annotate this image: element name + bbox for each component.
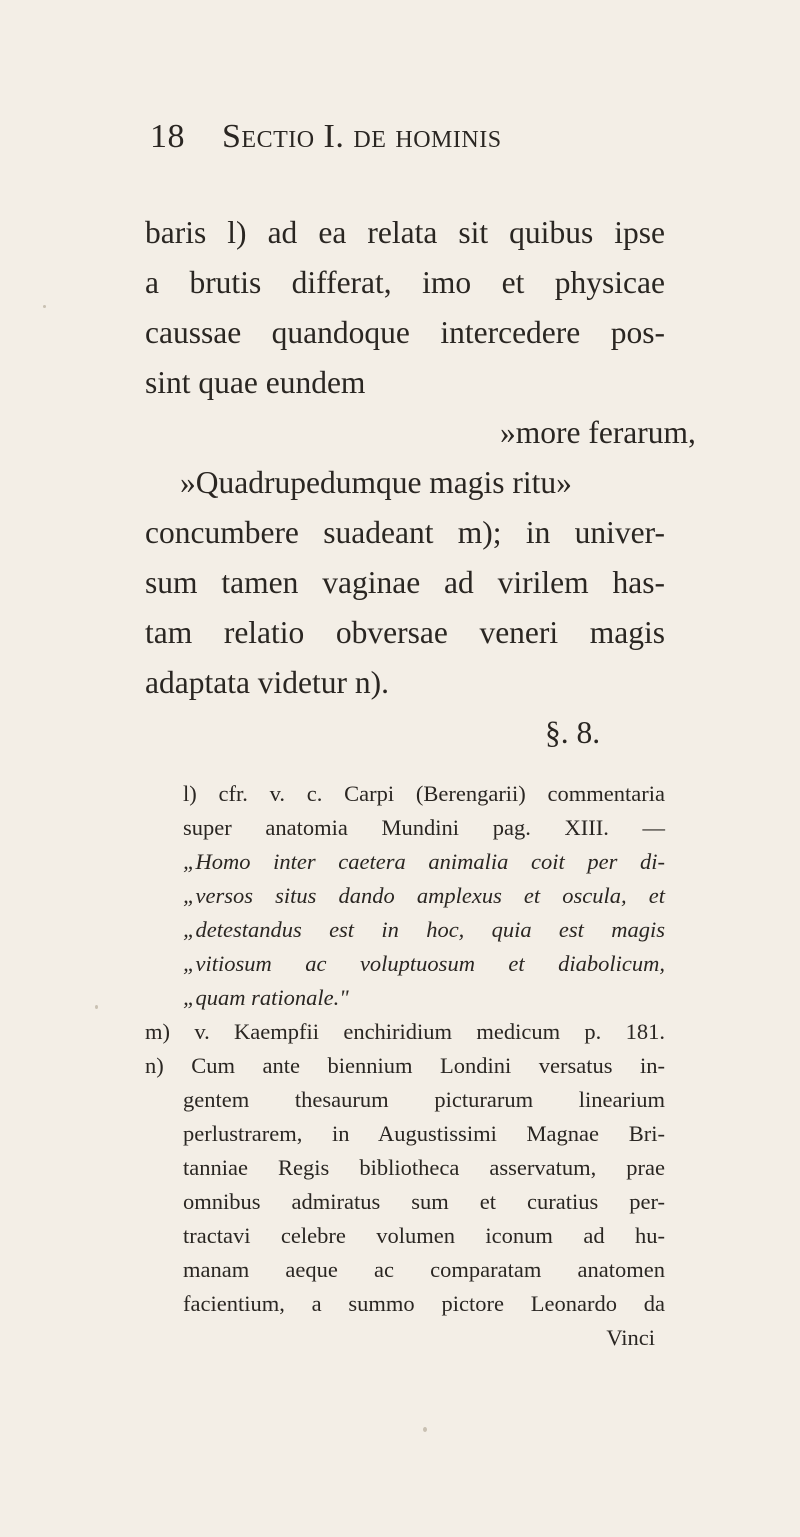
footnote-quote: „detestandus est in hoc, quia est magis — [183, 917, 665, 942]
paper-speck — [423, 1427, 427, 1432]
page-number: 18 — [150, 118, 185, 155]
footnote-line: perlustrarem, in Augustissimi Magnae Bri- — [183, 1121, 665, 1146]
text-line: sint quae eundem — [145, 365, 366, 400]
verse-line: »Quadrupedumque magis ritu» — [180, 465, 572, 500]
footnote-line: manam aeque ac comparatam anatomen — [183, 1257, 665, 1282]
section-mark: §. 8. — [545, 715, 601, 750]
footnote-quote: „vitiosum ac voluptuosum et diabolicum, — [183, 951, 665, 976]
footnote-line: super anatomia Mundini pag. XIII. — — [183, 815, 665, 840]
text-line: concumbere suadeant m); in univer- — [145, 515, 665, 550]
paper-speck — [95, 1005, 98, 1009]
main-text — [145, 208, 696, 758]
footnotes — [145, 777, 665, 1355]
footnote-l: l) cfr. v. c. Carpi (Berengarii) commentaria — [183, 781, 665, 806]
text-line: a brutis differat, imo et physicae — [145, 265, 665, 300]
footnote-line: tractavi celebre volumen iconum ad hu- — [183, 1223, 665, 1248]
footnote-line: gentem thesaurum picturarum linearium — [183, 1087, 665, 1112]
verse-line: »more ferarum, — [500, 415, 696, 450]
running-header — [150, 118, 690, 156]
footnote-quote: „Homo inter caetera animalia coit per di- — [183, 849, 665, 874]
footnote-line: tanniae Regis bibliotheca asservatum, prae — [183, 1155, 665, 1180]
footnote-quote: „quam rationale." — [183, 985, 349, 1010]
footnote-catchword: Vinci — [606, 1325, 655, 1350]
text-line: tam relatio obversae veneri magis — [145, 615, 665, 650]
text-line: caussae quandoque intercedere pos- — [145, 315, 665, 350]
footnote-m: m) v. Kaempfii enchiridium medicum p. 181. — [145, 1019, 665, 1044]
footnote-line: facientium, a summo pictore Leonardo da — [183, 1291, 665, 1316]
footnote-n: n) Cum ante biennium Londini versatus in- — [145, 1053, 665, 1078]
running-title: Sectio I. de hominis — [222, 118, 502, 155]
footnote-line: omnibus admiratus sum et curatius per- — [183, 1189, 665, 1214]
text-line: baris l) ad ea relata sit quibus ipse — [145, 215, 665, 250]
paper-speck — [43, 305, 46, 308]
footnote-quote: „versos situs dando amplexus et oscula, et — [183, 883, 665, 908]
text-line: sum tamen vaginae ad virilem has- — [145, 565, 665, 600]
text-line: adaptata videtur n). — [145, 665, 390, 700]
